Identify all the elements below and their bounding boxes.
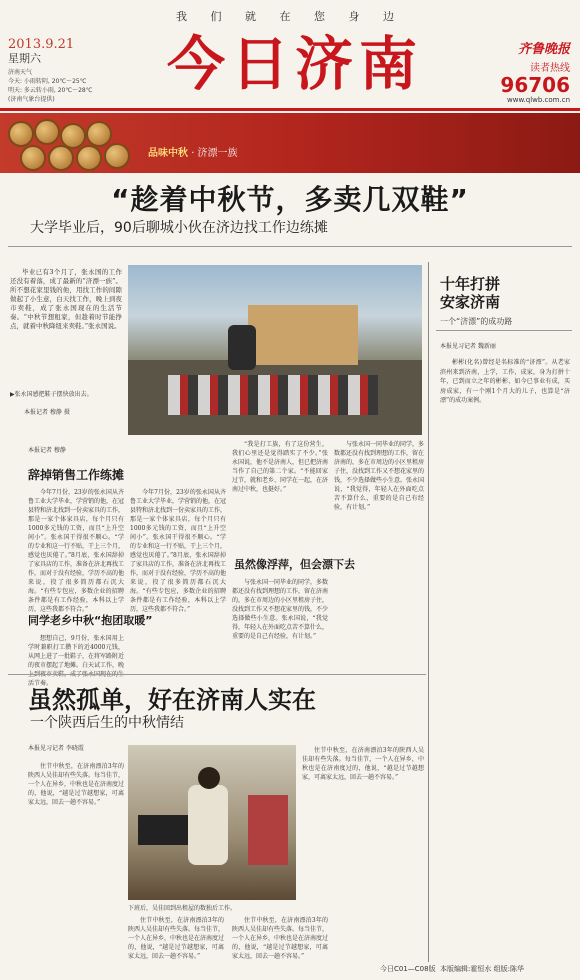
lead-body-2: 想想自己，9月份，张永国用上学时兼职打工攒下的近4000元钱，从网上进了一批鞋子，在将军路附近的夜市摆起了地摊。白天试工作，晚 活节奏。 [28, 635, 125, 687]
chair [248, 795, 288, 865]
second-photo-caption: 下班后，吴佳回到出租屋的数独后工作。 [128, 905, 237, 912]
hotline-number: 96706 [500, 73, 570, 97]
lead-body-1: 今年7月份，23岁的张永国从齐鲁工业大学毕业，学营销的他，在冠县特和济北找到一份卖家具的工作，那是一家个体家具店，每个月只有1000多元钱的工资，而且“上升空间小”。张永国干得很不顺心。“学的专业和这一行不贴，干上三个月，感觉也厌倦了。”8月底，张永国辞掉了家具店的工作，准备在济北再找工作，而对于没有经验，学历不高的他来说，投了很多简历都石沉大海。“有些专包应，多数企业的招聘条件都是有工作经验，本科以上学历，这些我都不符合。” [28, 489, 125, 613]
section-tag [148, 144, 238, 159]
subhead-1: 辞掉销售工作练摊 [28, 468, 125, 482]
subsection-label: · 济漂一族 [191, 148, 238, 159]
weather-line: 济南天气 [8, 69, 33, 76]
side-byline: 本报见习记者 魏新丽 [440, 343, 496, 350]
weather-box [8, 68, 128, 104]
second-body-d: 住节中秋至，在济南漂泊3年的陕西人吴佳却有些失落。每当佳节，一个人在异乡，中秋也是在济南度过的，他说，“越是过节越想家，可离家太远，回去一趟不容易。” [302, 747, 424, 781]
divider [436, 330, 572, 331]
header-rule [0, 108, 580, 111]
mooncake-icon [8, 121, 34, 147]
second-body-b: 住节中秋至，在济南漂泊3年的陕西人吴佳却有些失落。每当佳节，一个人在异乡，中秋也是在济南度过的，他说，“越是过节越想家，可离家太远，回去一趟不容易。” [128, 917, 225, 960]
section-label: 品味中秋 [148, 148, 188, 159]
lead-subheadline: 大学毕业后，90后聊城小伙在济边找工作边练摊 [30, 220, 328, 236]
mooncake-icon [104, 143, 130, 169]
side-subheadline: 一个“济漂”的成功路 [440, 317, 513, 326]
logo-name: 齐鲁晚报 [517, 42, 570, 57]
shoe-boxes [248, 305, 358, 365]
subhead-2: 同学老乡中秋“抱团取暖” [28, 614, 153, 627]
lead-body-3b: 与张永国一同毕业的同学，多数都还没有找到理想的工作，留在济南的，多在市周边的小区里租房子住，没找到工作又不想花家里的钱，不少选择做些小生意。张永国说，“我觉得，年轻人在外面吃点苦不算什么，重要的是自己有经验，有计划。” [334, 441, 425, 511]
lead-intro: 毕业已有3个月了，张永国的工作还没有着落，成了最新的“济漂一族”。所不想花家里钱的他，用找工作的间隙做起了小生意，白天找工作，晚上到夜市卖鞋，成了张永国现在的生活节奏。“中秋节想租家，但趁着时节能挣点，就着中秋降纽来卖鞋。”张永国说。 [10, 268, 122, 330]
person-head [198, 767, 220, 789]
second-headline: 虽然孤单，好在济南人实在 [28, 686, 316, 714]
apartment-photo [128, 745, 296, 900]
section-banner [0, 113, 580, 173]
lead-body-1b: 今年7月份，23岁的张永国从齐鲁工业大学毕业，学营销的他，在冠县特和济北找到一份卖家具的工作，那是一家个体家具店，每个月只有1000多元钱的工资，而且“上升空间小”。张永国干得很不顺心。“学的专业和这一行不贴，干上三个月，感觉也厌倦了。”8月底，张永国辞掉了家具店的工作，准备在济北再找工作，而对于没有经验，学历不高的他来说，投了很多简历都石沉大海。“有些专包应，多数企业的招聘条件都是有工作经验，本科以上学历，这些我都不符合。” [130, 489, 227, 613]
second-body: 住节中秋至，在济南漂泊3年的陕西人吴佳却有些失落。每当佳节，一个人在异乡，中秋也是在济南度过的，他说，“越是过节越想家，可离家太远，回去一趟不容易。” [28, 763, 125, 806]
side-headline-2: 安家济南 [440, 293, 501, 311]
weather-line: 今天: 小雨转阴, 20℃～25℃ [8, 78, 87, 85]
site-url[interactable]: www.qlwb.com.cn [507, 96, 570, 104]
lead-body-3: 与张永国一同毕业的同学，多数都还没有找到理想的工作，留在济南的，多在市周边的小区里租房子住，没找到工作又不想花家里的钱，不少选择做些小生意。张永国说，“我觉得，年轻人在外面吃点苦不算什么，重要的是自己有经验，有计划。” [232, 579, 329, 640]
hotline-label: 读者热线 [530, 63, 570, 74]
page-number: 今日C01—C08版 [380, 965, 436, 973]
second-body-c: 住节中秋至，在济南漂泊3年的陕西人吴佳却有些失落。每当佳节，一个人在异乡，中秋也是在济南度过的，他说，“越是过节越想家，可离家太远，回去一趟不容易。” [232, 917, 329, 960]
divider [8, 246, 572, 247]
weather-line: (济南气象台提供) [8, 96, 55, 103]
laptop [138, 815, 188, 845]
mooncake-icon [48, 145, 74, 171]
street-stall-photo [128, 265, 422, 435]
subhead-3: 虽然像浮萍，但会漂下去 [234, 558, 355, 571]
mooncake-icon [76, 145, 102, 171]
weather-line: 明天: 多云转小雨, 20℃～28℃ [8, 87, 93, 94]
side-headline-1: 十年打拼 [440, 275, 501, 293]
second-byline: 本报见习记者 李晓霞 [28, 745, 84, 752]
masthead-motto: 我 们 就 在 您 身 边 [176, 10, 404, 23]
editor-credits: 本版编辑:霍恒水 组版:陈华 [440, 965, 524, 973]
date-text: 2013.9.21 [8, 37, 75, 52]
side-body: 彬彬(化名)曾经是名标准的“济漂”。从老家滨州来到济南，上学，工作，成家，身为打拼十年，已到而立之年的彬彬，如今已事业有成，买房成家，有一个刚1个月大的儿子，也算是“济漂”的成功案例。 [440, 359, 570, 404]
photo-byline: 本报记者 穆静 摄 [24, 409, 70, 416]
shoes-display [168, 375, 378, 415]
person-figure [188, 785, 228, 865]
issue-date [8, 38, 74, 66]
lead-body-4: “我是打工族，有了这份营生，我们心里还是觉得踏实了不少。”张永国说，他不是济南人，但已把济南当作了自己的第二个家。“不能回家过节，就和老乡、同学在一起，在济南过中秋，也挺好。” [232, 441, 329, 493]
lead-byline: 本报记者 穆静 [28, 447, 66, 454]
weekday-text: 星期六 [8, 52, 41, 65]
mooncake-icon [86, 121, 112, 147]
lead-headline: “趁着中秋节，多卖几双鞋” [111, 183, 469, 216]
second-subheadline: 一个陕西后生的中秋情结 [30, 715, 184, 731]
column-divider [428, 262, 429, 962]
mooncake-icon [20, 145, 46, 171]
side-headline [440, 275, 570, 311]
paper-logo [480, 38, 570, 104]
masthead-title: 今日济南 [166, 30, 423, 98]
person-figure [228, 325, 256, 370]
mooncake-icon [34, 119, 60, 145]
page-footer [380, 964, 524, 974]
divider [8, 674, 426, 675]
photo-caption: ▶张永国感把鞋子摆快放出去。 [10, 391, 93, 398]
